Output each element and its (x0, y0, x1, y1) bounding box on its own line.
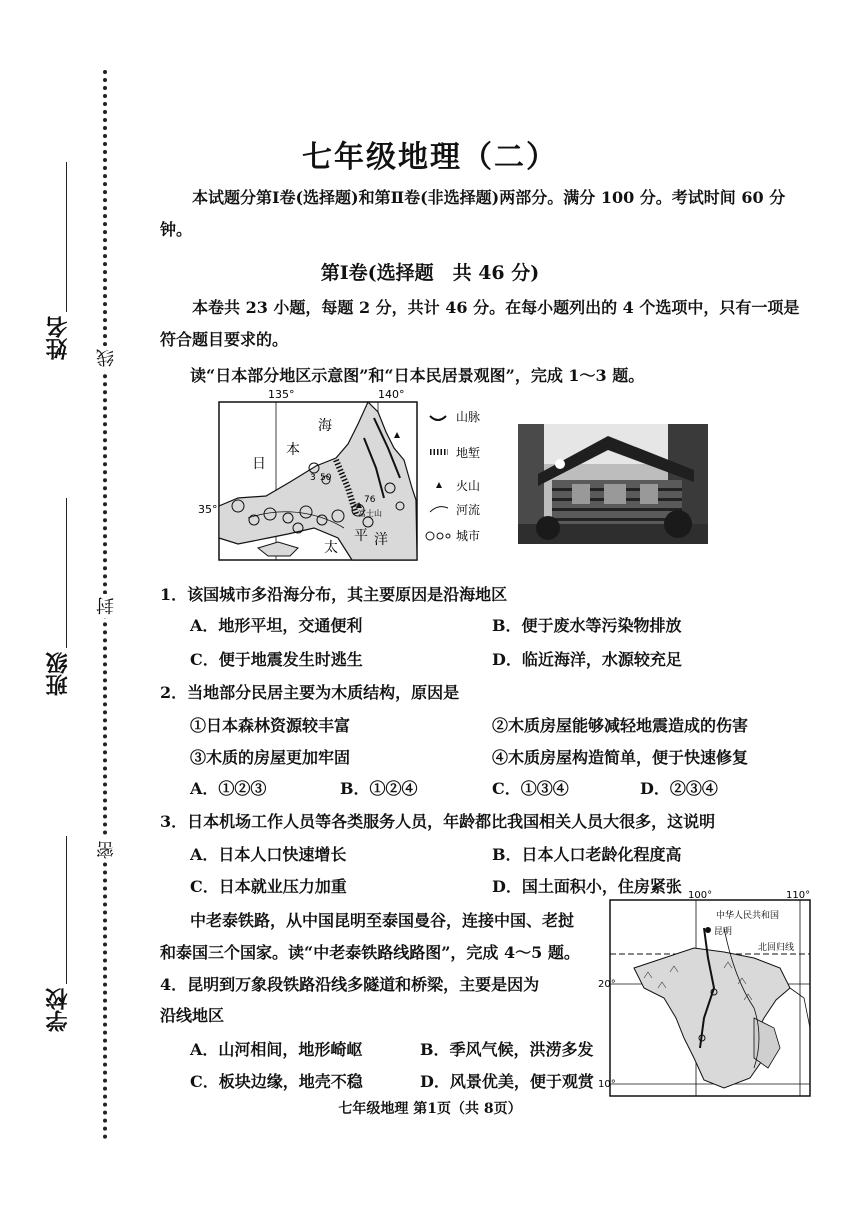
country-label: 中华人民共和国 (716, 911, 780, 921)
sea-char-2: 本 (286, 442, 300, 458)
question-2-stem: 2．当地部分民居主要为木质结构，原因是 (160, 683, 460, 702)
volcano-legend-icon (436, 482, 442, 488)
japan-map (198, 388, 508, 564)
name-label: 姓名 (45, 316, 71, 360)
railway-map (598, 888, 816, 1098)
ocean-char-2: 平 (354, 528, 368, 544)
class-label: 班级 (45, 652, 71, 696)
q1-option-a[interactable]: A．地形平坦，交通便利 (190, 616, 363, 635)
q2-option-d[interactable]: D．②③④ (640, 779, 718, 798)
q3-option-d[interactable]: D．国土面积小，住房紧张 (492, 877, 682, 896)
q2-option-a[interactable]: A．①②③ (190, 779, 267, 798)
section-heading: 第Ⅰ卷(选择题 共 46 分) (320, 262, 540, 284)
q4-option-b[interactable]: B．季风气候，洪涝多发 (420, 1040, 594, 1059)
seal-char-xian: 线 (94, 346, 120, 370)
seal-char-mi: 密 (94, 838, 120, 862)
q2-statement-3: ③木质的房屋更加牢固 (190, 748, 351, 767)
question-4-stem-line2: 沿线地区 (160, 1006, 225, 1025)
map-number-76: 76 (364, 495, 376, 505)
read-instruction-2-line2: 和泰国三个国家。读“中老泰铁路线路图”，完成 4～5 题。 (160, 943, 580, 962)
legend-graben: 地堑 (456, 446, 481, 460)
class-blank (66, 498, 67, 648)
q2-statement-1: ①日本森林资源较丰富 (190, 716, 351, 735)
q2-option-b[interactable]: B．①②④ (340, 779, 418, 798)
legend-volcano: 火山 (456, 479, 481, 493)
intro-paragraph: 本试题分第Ⅰ卷(选择题)和第Ⅱ卷(非选择题)两部分。满分 100 分。考试时间 60 分钟。 (160, 188, 786, 239)
lon-label-135: 135° (268, 388, 295, 401)
lat-label-35: 35° (198, 503, 218, 516)
read-instruction-2-line1: 中老泰铁路，从中国昆明至泰国曼谷，连接中国、老挝 (190, 911, 575, 930)
q1-option-b[interactable]: B．便于废水等污染物排放 (492, 616, 682, 635)
legend-city: 城市 (456, 529, 481, 543)
question-1-stem: 1．该国城市多沿海分布，其主要原因是沿海地区 (160, 585, 508, 604)
q1-option-c[interactable]: C．便于地震发生时逃生 (190, 650, 363, 669)
section-instructions: 本卷共 23 小题，每题 2 分，共计 46 分。在每小题列出的 4 个选项中，只有一项是符合题目要求的。 (160, 298, 800, 349)
read-instruction-1: 读“日本部分地区示意图”和“日本民居景观图”，完成 1～3 题。 (190, 366, 645, 385)
kunming-label: 昆明 (714, 927, 733, 937)
page-footer: 七年级地理 第1页（共 8页） (338, 1101, 522, 1117)
river-legend-icon (430, 507, 448, 512)
lon-label-140: 140° (378, 388, 405, 401)
question-4-stem-line1: 4．昆明到万象段铁路沿线多隧道和桥梁，主要是因为 (160, 975, 540, 994)
q4-option-c[interactable]: C．板块边缘，地壳不稳 (190, 1072, 363, 1091)
school-blank (66, 836, 67, 984)
name-blank (66, 162, 67, 312)
question-3-stem: 3．日本机场工作人员等各类服务人员，年龄都比我国相关人员大很多，这说明 (160, 812, 716, 831)
lon-label-100: 100° (688, 890, 713, 901)
city-legend-icon (426, 532, 434, 540)
ocean-char-3: 洋 (374, 532, 388, 548)
legend-mountain: 山脉 (456, 410, 481, 424)
lat-label-20: 20° (598, 979, 616, 990)
japanese-house-photo (518, 424, 708, 544)
ocean-char-1: 太 (324, 540, 338, 556)
map-number-3: 3 (310, 473, 316, 483)
q2-statement-2: ②木质房屋能够减轻地震造成的伤害 (492, 716, 749, 735)
q3-option-c[interactable]: C．日本就业压力加重 (190, 877, 347, 896)
sea-char-1: 日 (252, 456, 266, 472)
seal-char-feng: 封 (94, 594, 120, 618)
q4-option-a[interactable]: A．山河相间，地形崎岖 (190, 1040, 363, 1059)
q2-option-c[interactable]: C．①③④ (492, 779, 569, 798)
school-label: 学校 (45, 988, 71, 1032)
legend-river: 河流 (456, 503, 481, 517)
q2-statement-4: ④木质房屋构造简单，便于快速修复 (492, 748, 749, 767)
mount-fuji-label: 富士山 (358, 509, 382, 518)
lon-label-110: 110° (786, 890, 811, 901)
lat-label-10: 10° (598, 1079, 616, 1090)
page-title: 七年级地理（二） (302, 140, 558, 175)
q3-option-b[interactable]: B．日本人口老龄化程度高 (492, 845, 682, 864)
tropic-label: 北回归线 (758, 943, 795, 953)
map-number-50: 50 (320, 473, 332, 483)
sea-char-3: 海 (318, 418, 332, 434)
q3-option-a[interactable]: A．日本人口快速增长 (190, 845, 347, 864)
mountain-legend-icon (430, 416, 446, 420)
q4-option-d[interactable]: D．风景优美，便于观赏 (420, 1072, 594, 1091)
q1-option-d[interactable]: D．临近海洋，水源较充足 (492, 650, 682, 669)
